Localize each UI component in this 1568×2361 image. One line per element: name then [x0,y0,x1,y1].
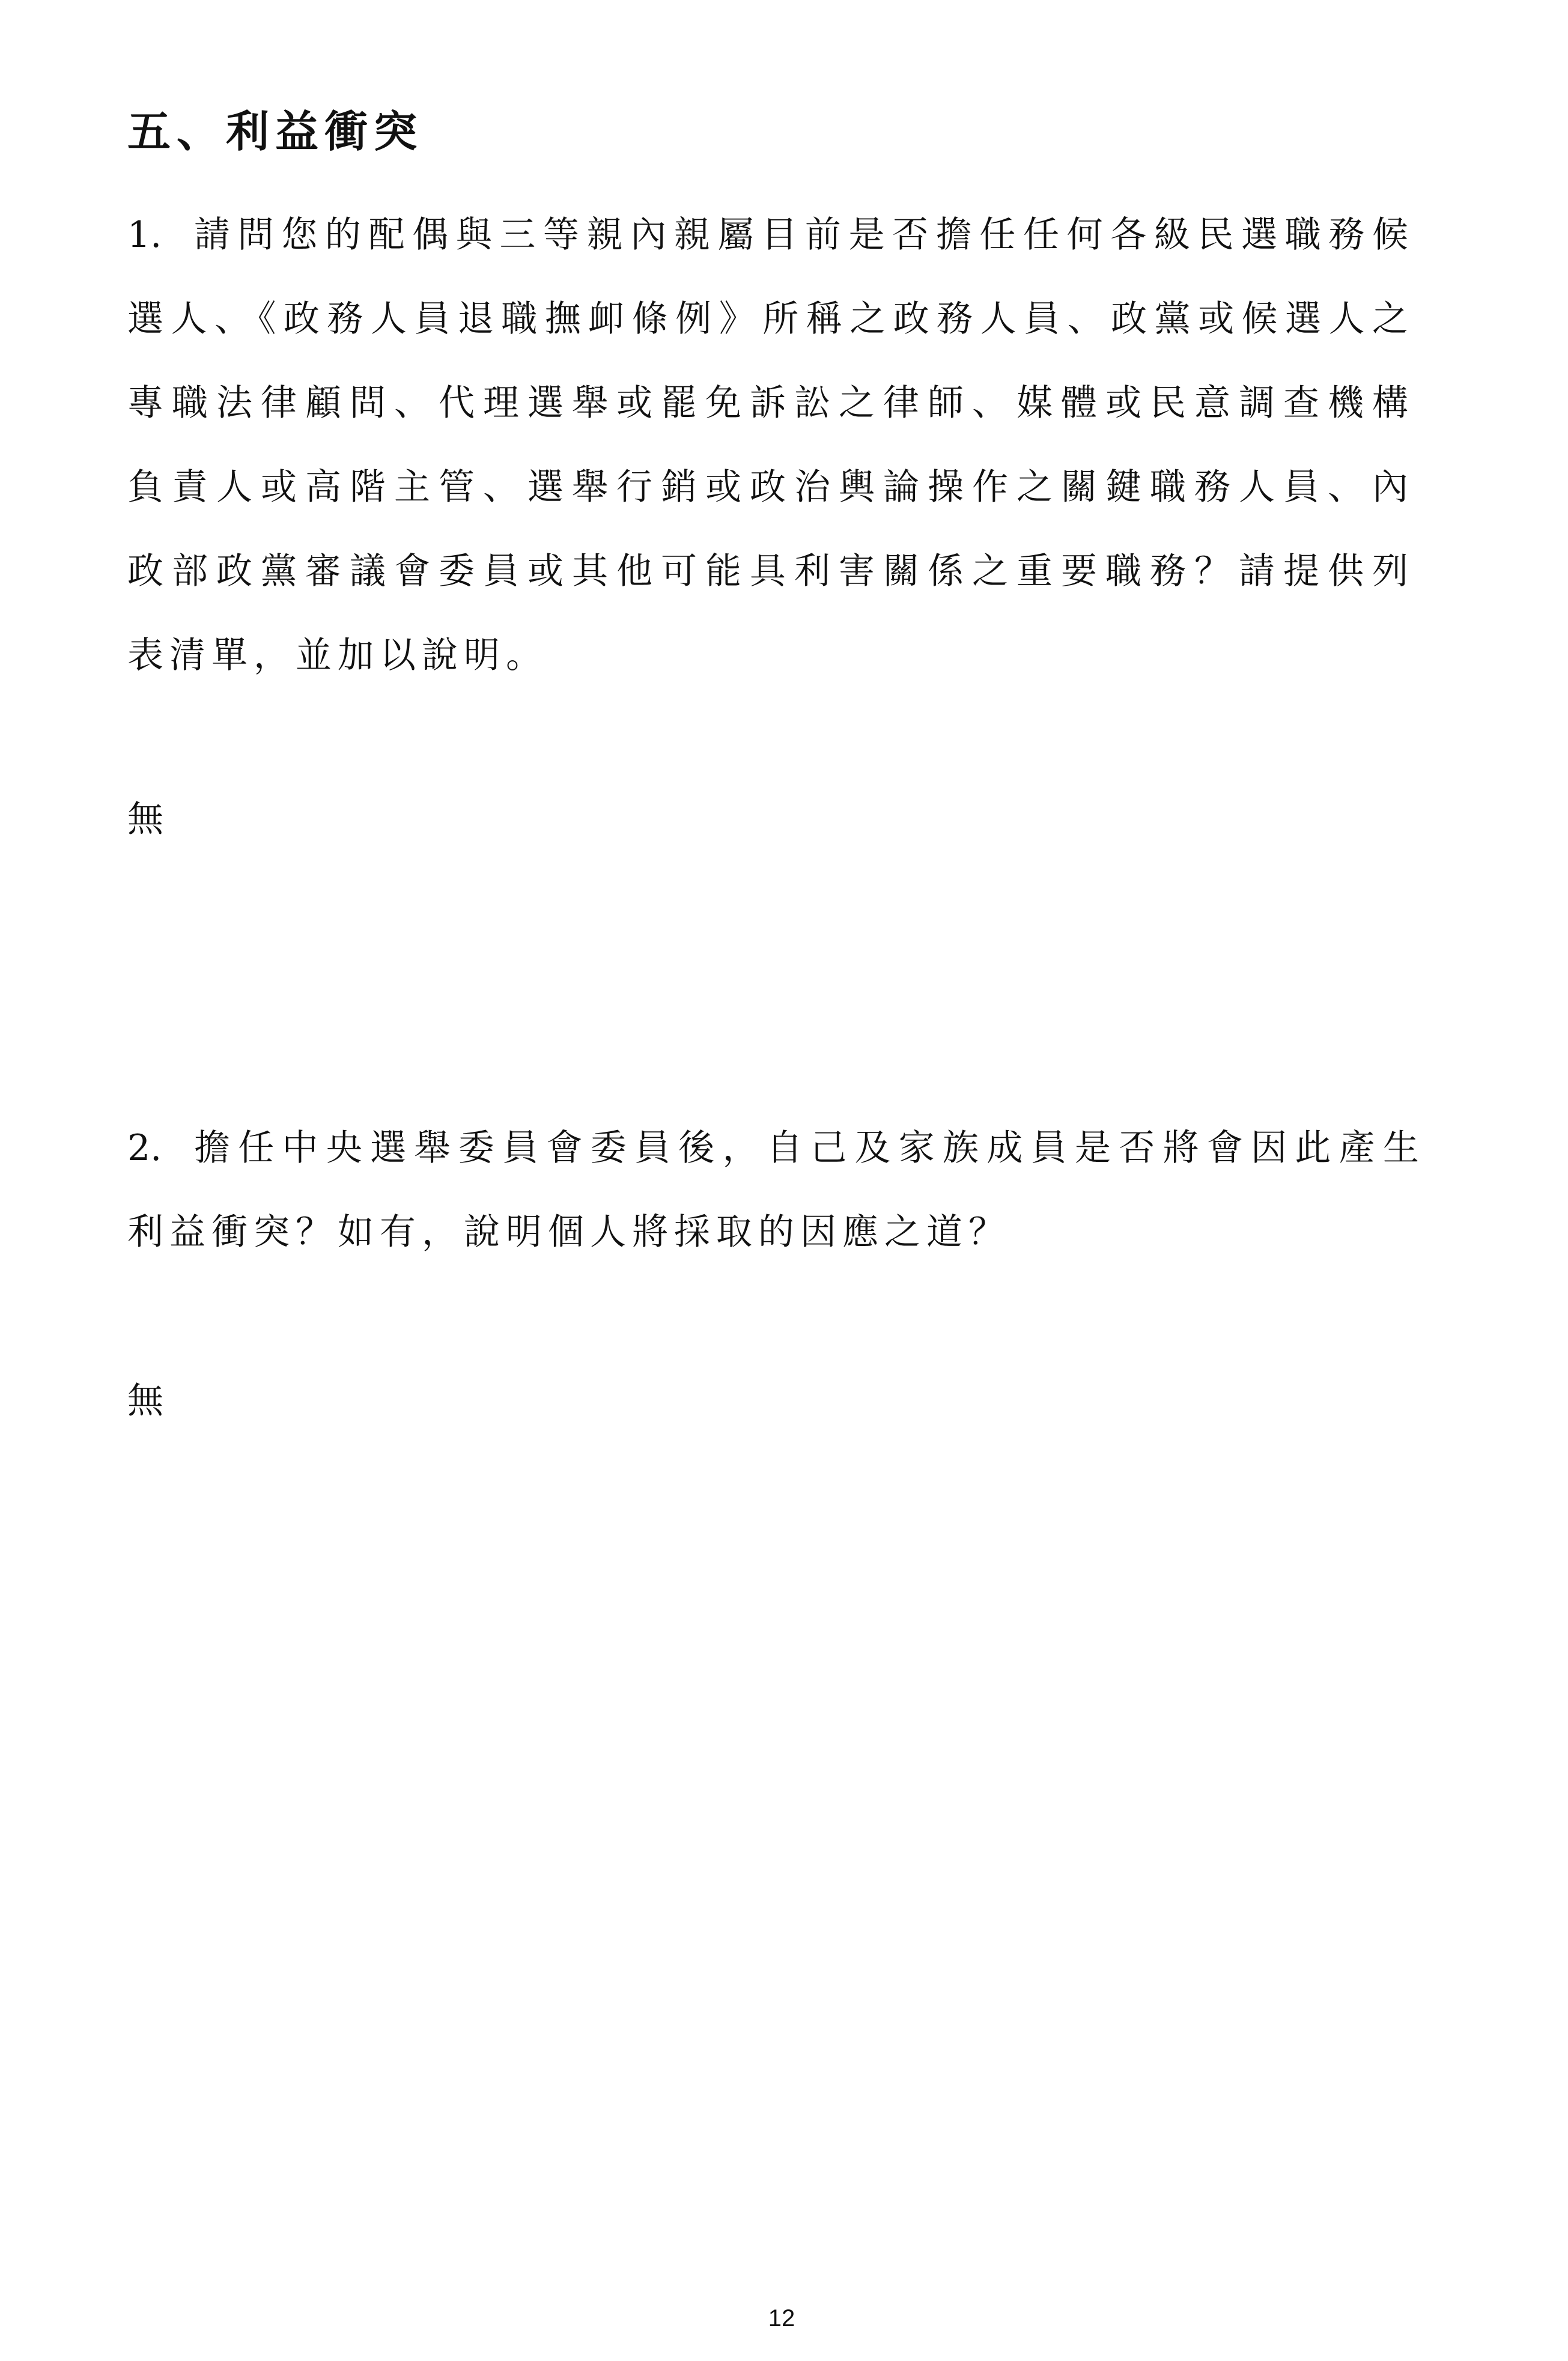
question-1-answer: 無 [127,798,163,840]
question-2-line-1 [127,1106,1425,1190]
page-number: 12 [768,2305,795,2332]
question-2-line-2: 利益衝突？如有，說明個人將採取的因應之道？ [127,1211,1010,1253]
question-1-line-5: 政部政黨審議會委員或其他可能具利害關係之重要職務？請提供列 [127,550,1414,592]
question-1-line-6: 表清單，並加以說明。 [127,634,548,676]
question-1-line-3: 專職法律顧問、代理選舉或罷免訴訟之律師、媒體或民意調查機構 [127,382,1414,424]
section-heading: 五、利益衝突 [127,106,424,157]
question-1-line-4: 負責人或高階主管、選舉行銷或政治輿論操作之關鍵職務人員、內 [127,466,1414,508]
question-1-line-1-text: 請問您的配偶與三等親內親屬目前是否擔任任何各級民選職務候 [194,214,1414,256]
question-2 [127,1106,1425,1274]
question-1-number: 1. [127,214,162,256]
question-1 [127,193,1414,697]
question-1-line-2: 選人、《政務人員退職撫卹條例》所稱之政務人員、政黨或候選人之 [127,298,1414,340]
question-2-line-1-text: 擔任中央選舉委員會委員後，自己及家族成員是否將會因此產生 [194,1127,1425,1169]
question-2-number: 2. [127,1127,162,1169]
question-2-answer: 無 [127,1380,163,1422]
question-1-line-1 [127,193,1414,277]
